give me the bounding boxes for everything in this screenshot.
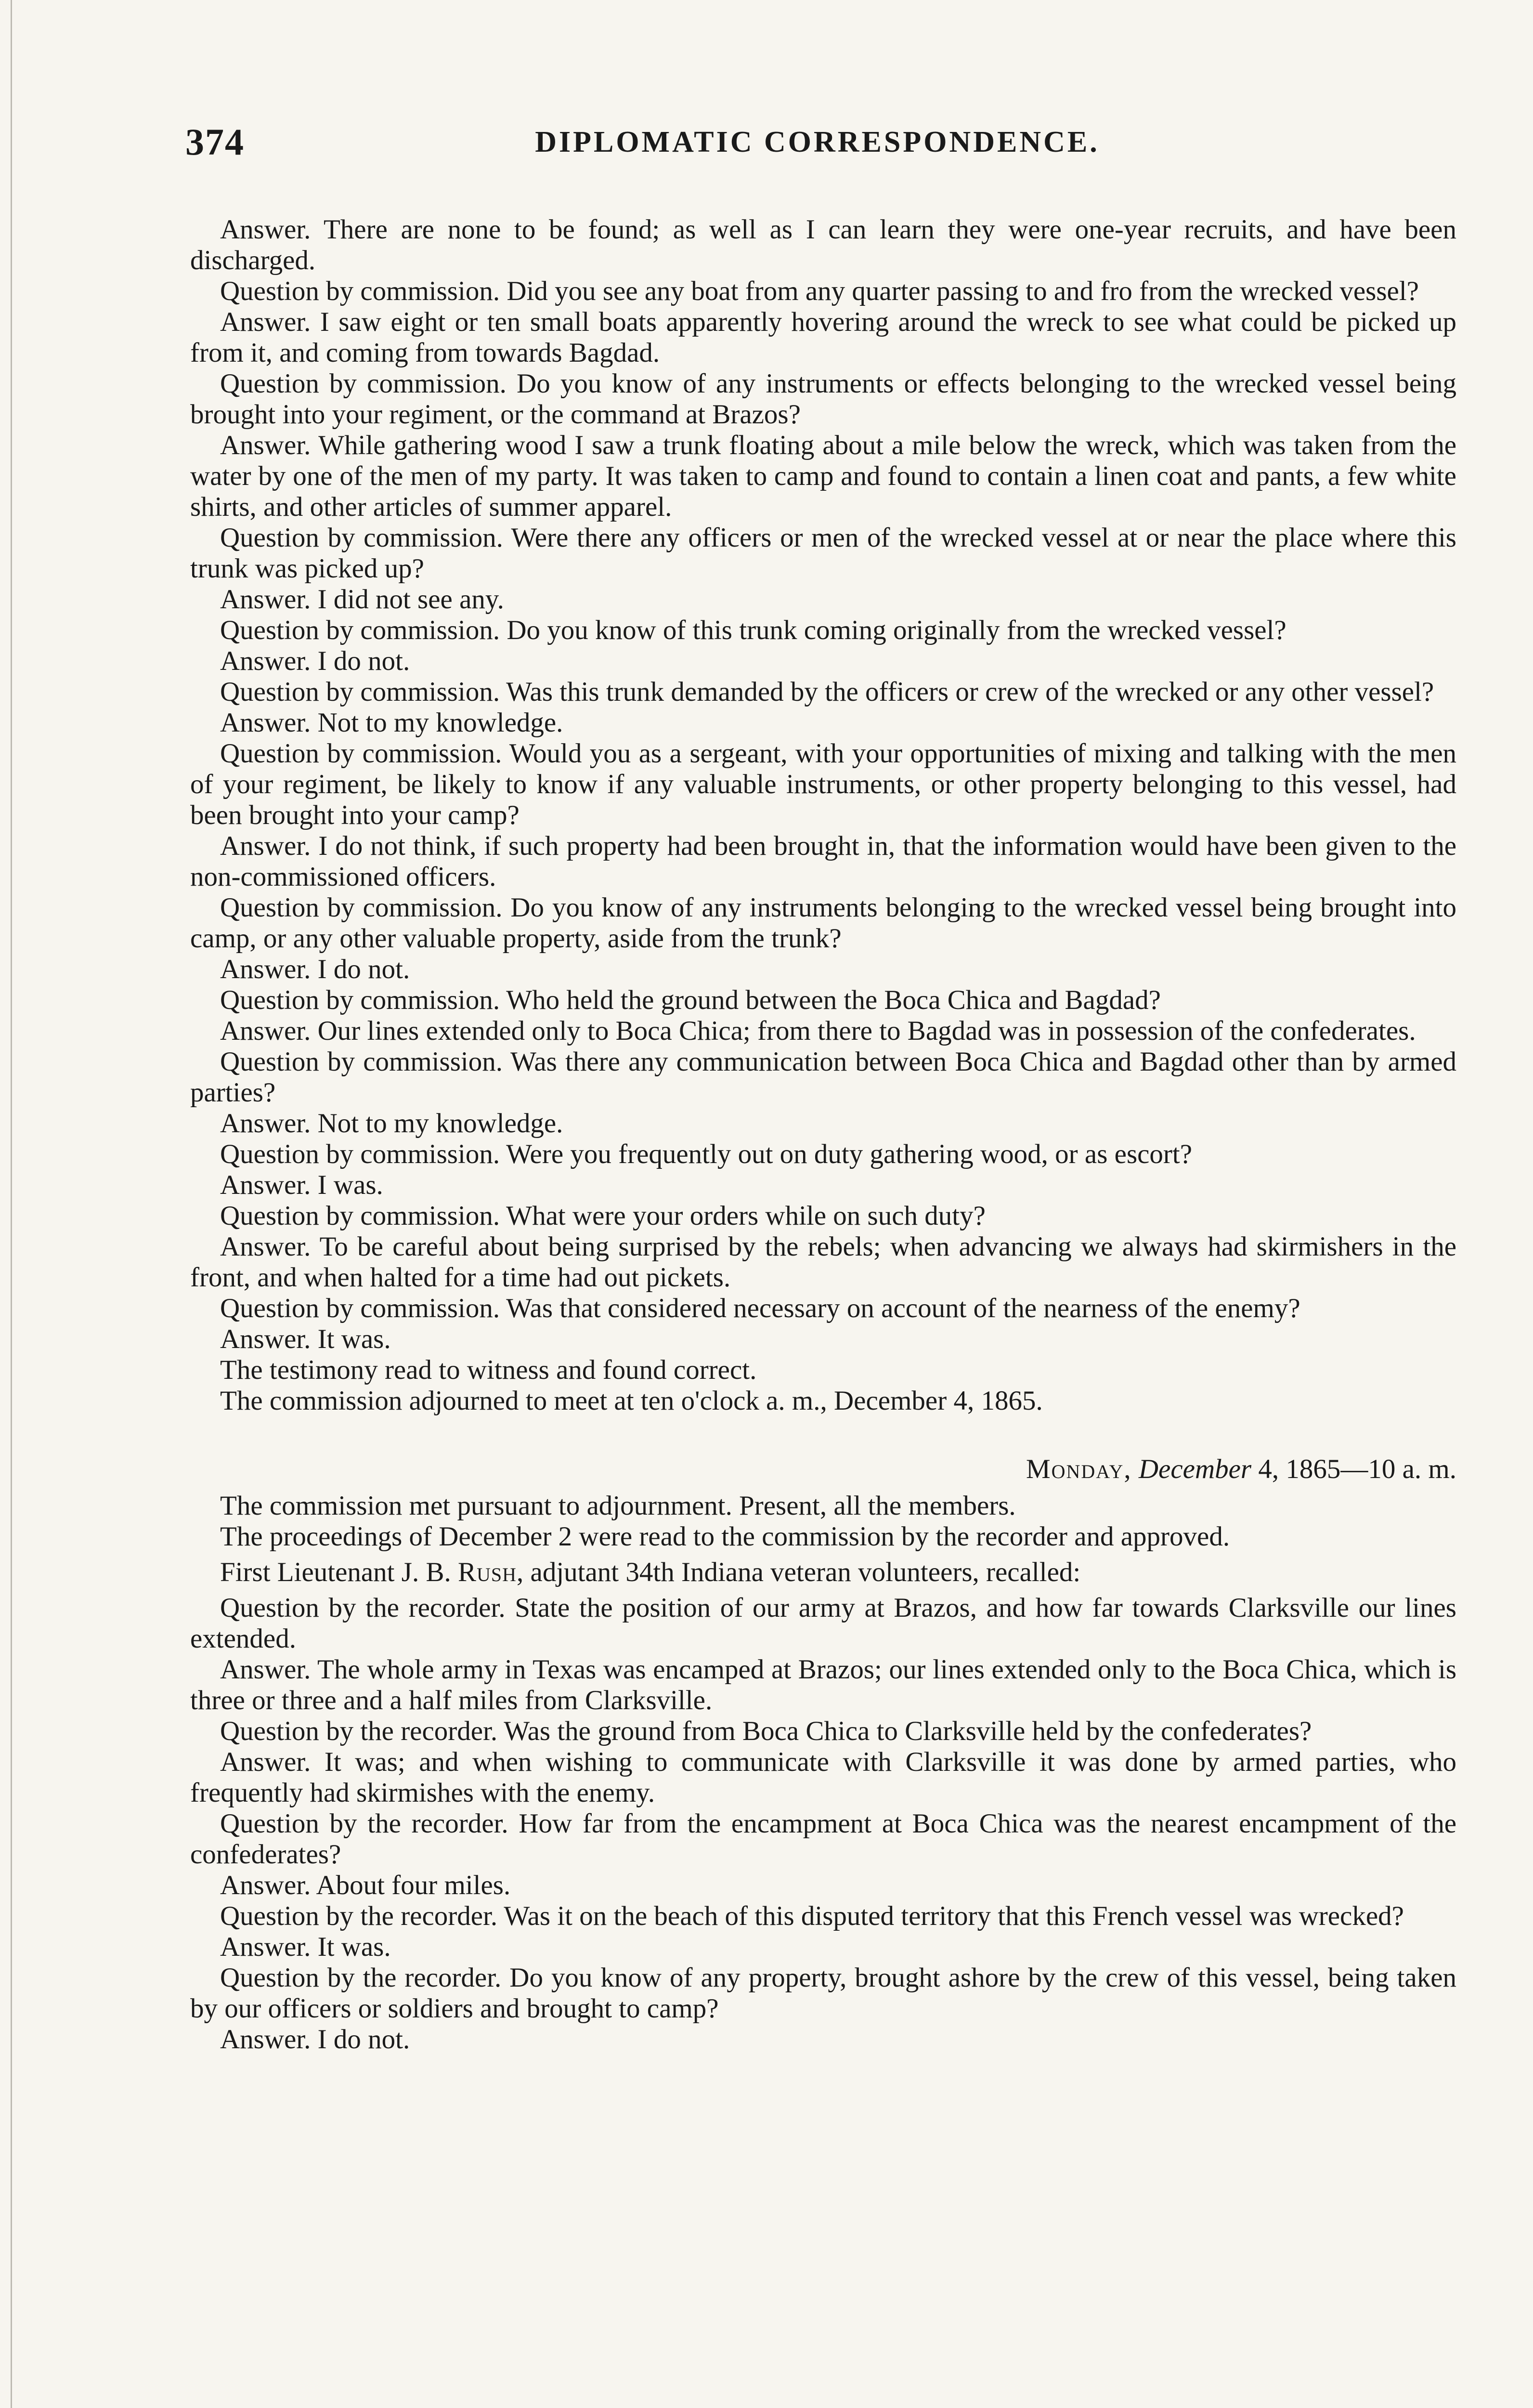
page-number: 374: [185, 121, 245, 163]
testimony-paragraph: Question by commission. Were you frequently out on duty gathering wood, or as escort?: [220, 1139, 1193, 1169]
testimony-paragraph: Question by commission. Was there any communication between Boca Chica and Bagdad other than by armed parties?: [190, 1047, 1456, 1108]
running-head: DIPLOMATIC CORRESPONDENCE.: [535, 126, 1100, 158]
testimony-paragraph: Answer. I do not.: [220, 646, 410, 676]
testimony-paragraph: The commission adjourned to meet at ten o'clock a. m., December 4, 1865.: [220, 1386, 1043, 1416]
witness-intro: [190, 1557, 1456, 1588]
session-date-rest: 4, 1865—10 a. m.: [1258, 1454, 1456, 1484]
session-month: December: [1138, 1454, 1252, 1484]
testimony-paragraph: Answer. I was.: [220, 1170, 383, 1200]
testimony-paragraph: Question by commission. What were your orders while on such duty?: [220, 1201, 986, 1231]
testimony-paragraph: Question by commission. Would you as a sergeant, with your opportunities of mixing and talking with the men of your regiment, be likely to know if any valuable instruments, or other property belonging to this vessel, had been brought into your camp?: [190, 738, 1456, 830]
witness-name: Rush: [457, 1557, 517, 1587]
witness-intro-after: , adjutant 34th Indiana veteran volunteers, recalled:: [517, 1557, 1081, 1587]
testimony-paragraph: Question by commission. Do you know of any instruments belonging to the wrecked vessel being brought into camp, or any other valuable property, aside from the trunk?: [190, 892, 1456, 954]
testimony-paragraph: Question by commission. Do you know of any instruments or effects belonging to the wrecked vessel being brought into your regiment, or the command at Brazos?: [190, 368, 1456, 430]
exchange-paragraph: Question by the recorder. Do you know of any property, brought ashore by the crew of this vessel, being taken by our officers or soldiers and brought to camp?: [190, 1963, 1456, 2024]
exchange-paragraph: Question by the recorder. Was it on the beach of this disputed territory that this French vessel was wrecked?: [220, 1901, 1404, 1931]
witness-intro-before: First Lieutenant J. B.: [220, 1557, 451, 1587]
testimony-paragraph: Answer. There are none to be found; as well as I can learn they were one-year recruits, and have been discharged.: [190, 214, 1456, 275]
testimony-paragraph: Question by commission. Who held the ground between the Boca Chica and Bagdad?: [220, 985, 1161, 1015]
session-opening: [190, 1491, 1456, 1552]
exchange-paragraph: Question by the recorder. State the position of our army at Brazos, and how far towards Clarksville our lines extended.: [190, 1593, 1456, 1654]
exchange-paragraph: Answer. About four miles.: [220, 1870, 511, 1900]
page-body: [190, 214, 1456, 2055]
testimony-paragraph: The testimony read to witness and found correct.: [220, 1355, 757, 1385]
exchange-paragraph: Answer. It was; and when wishing to communicate with Clarksville it was done by armed parties, who frequently had skirmishes with the enemy.: [190, 1747, 1456, 1808]
section-gap: [190, 1416, 1456, 1454]
session-paragraph: The commission met pursuant to adjournment. Present, all the members.: [220, 1491, 1016, 1521]
testimony-paragraph: Question by commission. Was that considered necessary on account of the nearness of the enemy?: [220, 1293, 1300, 1323]
testimony-paragraph: Answer. I did not see any.: [220, 584, 504, 615]
testimony-paragraph: Answer. I do not.: [220, 954, 410, 984]
testimony-paragraph: Question by commission. Did you see any boat from any quarter passing to and fro from the wrecked vessel?: [220, 276, 1419, 306]
testimony-paragraph: Answer. Not to my knowledge.: [220, 707, 563, 738]
session-date-line: [190, 1454, 1456, 1485]
exchange-paragraph: Answer. I do not.: [220, 2024, 410, 2055]
testimony-paragraph: Question by commission. Were there any officers or men of the wrecked vessel at or near the place where this trunk was picked up?: [190, 523, 1456, 584]
exchange-paragraph: Question by the recorder. Was the ground from Boca Chica to Clarksville held by the confederates?: [220, 1716, 1312, 1746]
testimony-paragraph: Answer. To be careful about being surprised by the rebels; when advancing we always had skirmishers in the front, and when halted for a time had out pickets.: [190, 1231, 1456, 1293]
exchange-paragraph: Question by the recorder. How far from the encampment at Boca Chica was the nearest encampment of the confederates?: [190, 1808, 1456, 1870]
session-exchanges: [190, 1593, 1456, 2055]
session-day: Monday,: [1026, 1454, 1132, 1484]
testimony-paragraph: Answer. Not to my knowledge.: [220, 1108, 563, 1139]
testimony-paragraph: Answer. I saw eight or ten small boats apparently hovering around the wreck to see what could be picked up from it, and coming from towards Bagdad.: [190, 307, 1456, 368]
session-paragraph: The proceedings of December 2 were read to the commission by the recorder and approved.: [220, 1521, 1230, 1552]
exchange-paragraph: Answer. The whole army in Texas was encamped at Brazos; our lines extended only to the Boca Chica, which is three or three and a half miles from Clarksville.: [190, 1654, 1456, 1715]
testimony-paragraph: Answer. While gathering wood I saw a trunk floating about a mile below the wreck, which was taken from the water by one of the men of my party. It was taken to camp and found to contain a linen coat and pants, a few white shirts, and other articles of summer apparel.: [190, 430, 1456, 522]
testimony-paragraph: Question by commission. Do you know of this trunk coming originally from the wrecked vessel?: [220, 615, 1286, 645]
testimony-paragraph: Answer. It was.: [220, 1324, 391, 1354]
testimony-paragraph: Answer. Our lines extended only to Boca Chica; from there to Bagdad was in possession of the confederates.: [220, 1016, 1416, 1046]
page-header: [185, 120, 1449, 173]
testimony-paragraph: Question by commission. Was this trunk demanded by the officers or crew of the wrecked or any other vessel?: [220, 677, 1434, 707]
testimony-continued: [190, 214, 1456, 1416]
binding-edge-rule: [11, 0, 12, 2408]
exchange-paragraph: Answer. It was.: [220, 1932, 391, 1962]
testimony-paragraph: Answer. I do not think, if such property had been brought in, that the information would have been given to the non-commissioned officers.: [190, 831, 1456, 892]
